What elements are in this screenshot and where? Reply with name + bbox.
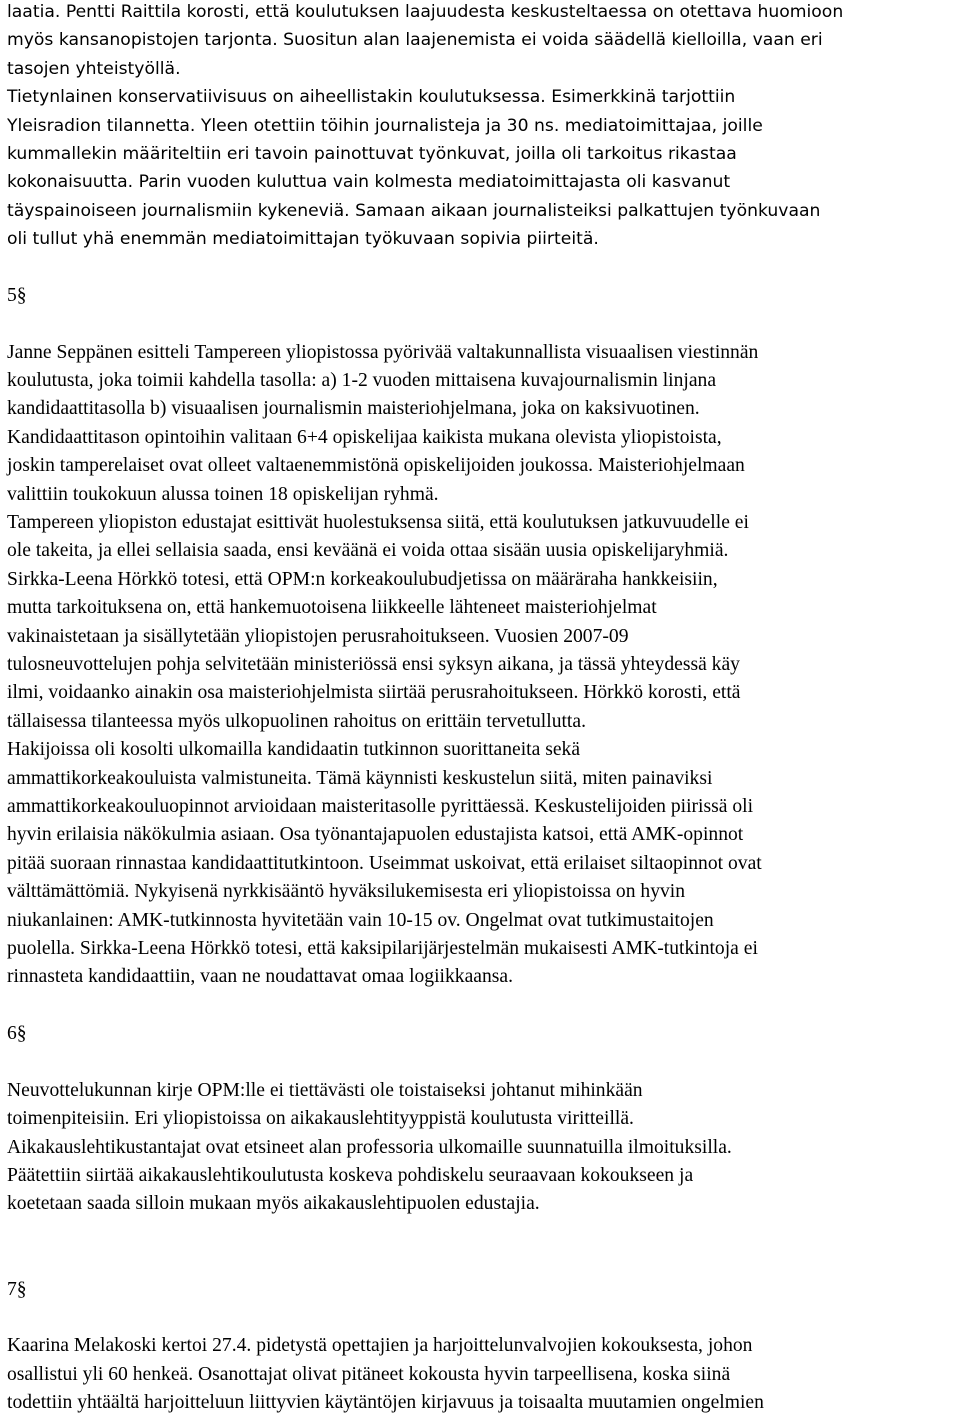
line-text: oli tullut yhä enemmän mediatoimittajan työkuvaan sopivia piirteitä. — [7, 229, 599, 250]
section-heading: 6§ — [7, 1023, 27, 1045]
line-text: tasojen yhteistyöllä. — [7, 58, 181, 79]
paragraph-line: tällaisessa tilanteessa myös ulkopuolinen rahoitus on erittäin tervetullutta. — [7, 710, 586, 732]
line-text: kokonaisuutta. Parin vuoden kuluttua vain kolmesta mediatoimittajasta oli kasvanut — [7, 172, 731, 193]
line-text: Yleisradion tilannetta. Yleen otettiin töihin journalisteja ja 30 ns. mediatoimittajaa, joille — [7, 115, 763, 136]
paragraph-line: pitää suoraan rinnastaa kandidaattitutkintoon. Useimmat uskoivat, että erilaiset siltaopinnot ovat — [7, 852, 762, 874]
line-text: laatia. Pentti Raittila korosti, että koulutuksen laajuudesta keskusteltaessa on otettava huomioon — [7, 2, 844, 22]
paragraph-line: kandidaattitasolla b) visuaalisen journalismin maisteriohjelmana, joka on kaksivuotinen. — [7, 398, 700, 420]
paragraph-line: Kaarina Melakoski kertoi 27.4. pidetystä opettajien ja harjoittelunvalvojien kokouksesta, johon — [7, 1335, 753, 1357]
section-heading: 7§ — [7, 1278, 27, 1300]
paragraph-line: rinnasteta kandidaattiin, vaan ne noudattavat omaa logiikkaansa. — [7, 966, 513, 988]
paragraph-line: osallistui yli 60 henkeä. Osanottajat olivat pitäneet kokousta hyvin tarpeellisena, koska siinä — [7, 1363, 731, 1385]
paragraph-line: koetetaan saada silloin mukaan myös aikakauslehtipuolen edustajia. — [7, 1193, 540, 1215]
paragraph-line: valittiin toukokuun alussa toinen 18 opiskelijan ryhmä. — [7, 483, 439, 505]
paragraph-line — [7, 197, 955, 225]
paragraph-line: Neuvottelukunnan kirje OPM:lle ei tiettävästi ole toistaiseksi johtanut mihinkään — [7, 1079, 643, 1101]
line-text: Tietynlainen konservatiivisuus on aiheellistakin koulutuksessa. Esimerkkinä tarjottiin — [7, 87, 736, 108]
paragraph-line: toimenpiteisiin. Eri yliopistoissa on aikakauslehtityyppistä koulutusta viritteillä. — [7, 1108, 634, 1130]
paragraph-line — [7, 0, 955, 26]
paragraph-line — [7, 140, 955, 168]
line-text: kummallekin määriteltiin eri tavoin painottuvat työnkuvat, joilla oli tarkoitus rikastaa — [7, 143, 737, 164]
paragraph-line: Päätettiin siirtää aikakauslehtikoulutusta koskeva pohdiskelu seuraavaan kokoukseen ja — [7, 1165, 694, 1187]
paragraph-line — [7, 83, 955, 111]
paragraph-line: todettiin yhtäältä harjoitteluun liittyvien käytäntöjen kirjavuus ja toisaalta muutamien ongelmien — [7, 1392, 764, 1414]
paragraph-line: vakinaistetaan ja sisällytetään yliopistojen perusrahoitukseen. Vuosien 2007-09 — [7, 625, 629, 647]
paragraph-line: Aikakauslehtikustantajat ovat etsineet alan professoria ulkomaille suunnatuilla ilmoituksilla. — [7, 1136, 732, 1158]
section-6 — [7, 1020, 955, 1219]
paragraph-line: mutta tarkoituksena on, että hankemuotoisena liikkeelle lähteneet maisteriohjelmat — [7, 597, 657, 619]
paragraph-line: ammattikorkeakouluopinnot arvioidaan maisteritasolle pyrittäessä. Keskustelijoiden piirissä oli — [7, 795, 754, 817]
paragraph-line: Janne Seppänen esitteli Tampereen yliopistossa pyörivää valtakunnallista visuaalisen viestinnän — [7, 341, 759, 363]
document-page — [7, 0, 955, 1418]
paragraph-line: Tampereen yliopiston edustajat esittivät huolestuksensa siitä, että koulutuksen jatkuvuudelle ei — [7, 512, 749, 534]
paragraph-line: niukanlainen: AMK-tutkinnosta hyvitetään vain 10-15 ov. Ongelmat ovat tutkimustaitojen — [7, 909, 714, 931]
paragraph-line — [7, 168, 955, 196]
line-text: täyspainoiseen journalismiin kykeneviä. Samaan aikaan journalisteiksi palkattujen työnkuvaan — [7, 200, 821, 221]
paragraph-line: tulosneuvottelujen pohja selvitetään ministeriössä ensi syksyn aikana, ja tässä yhteydessä käy — [7, 653, 740, 675]
paragraph-line: puolella. Sirkka-Leena Hörkkö totesi, että kaksipilarijärjestelmän mukaisesti AMK-tutkintoja ei — [7, 937, 758, 959]
section-7 — [7, 1276, 955, 1418]
paragraph-line: ilmi, voidaanko ainakin osa maisteriohjelmista siirtää perusrahoitukseen. Hörkkö korosti, että — [7, 682, 741, 704]
paragraph-line: Hakijoissa oli kosolti ulkomailla kandidaatin tutkinnon suorittaneita sekä — [7, 739, 581, 761]
section-5 — [7, 282, 955, 992]
paragraph-line: Sirkka-Leena Hörkkö totesi, että OPM:n korkeakoulubudjetissa on määräraha hankkeisiin, — [7, 568, 718, 590]
paragraph-line — [7, 225, 955, 253]
paragraph-line: koulutusta, joka toimii kahdella tasolla: a) 1-2 vuoden mittaisena kuvajournalismin linjana — [7, 370, 717, 392]
paragraph-line: Kandidaattitason opintoihin valitaan 6+4 opiskelijaa kaikista mukana olevista yliopistoista, — [7, 426, 722, 448]
paragraph-line: välttämättömiä. Nykyisenä nyrkkisääntö hyväksilukemisesta eri yliopistoissa on hyvin — [7, 881, 686, 903]
paragraph-line — [7, 112, 955, 140]
paragraph-line: ammattikorkeakouluista valmistuneita. Tämä käynnisti keskustelun siitä, miten painaviksi — [7, 767, 713, 789]
paragraph-line — [7, 26, 955, 54]
paragraph-line: joskin tamperelaiset ovat olleet valtaenemmistönä opiskelijoiden joukossa. Maisteriohjelmaan — [7, 455, 745, 477]
section-heading: 5§ — [7, 284, 27, 306]
paragraph-line — [7, 55, 955, 83]
paragraph-line: ole takeita, ja ellei sellaisia saada, ensi keväänä ei voida ottaa sisään uusia opiskelijaryhmiä. — [7, 540, 729, 562]
section-top — [7, 0, 955, 254]
line-text: myös kansanopistojen tarjonta. Suositun alan laajenemista ei voida säädellä kielloilla, vaan eri — [7, 30, 823, 51]
paragraph-line: hyvin erilaisia näkökulmia asiaan. Osa työnantajapuolen edustajista katsoi, että AMK-opinnot — [7, 824, 744, 846]
